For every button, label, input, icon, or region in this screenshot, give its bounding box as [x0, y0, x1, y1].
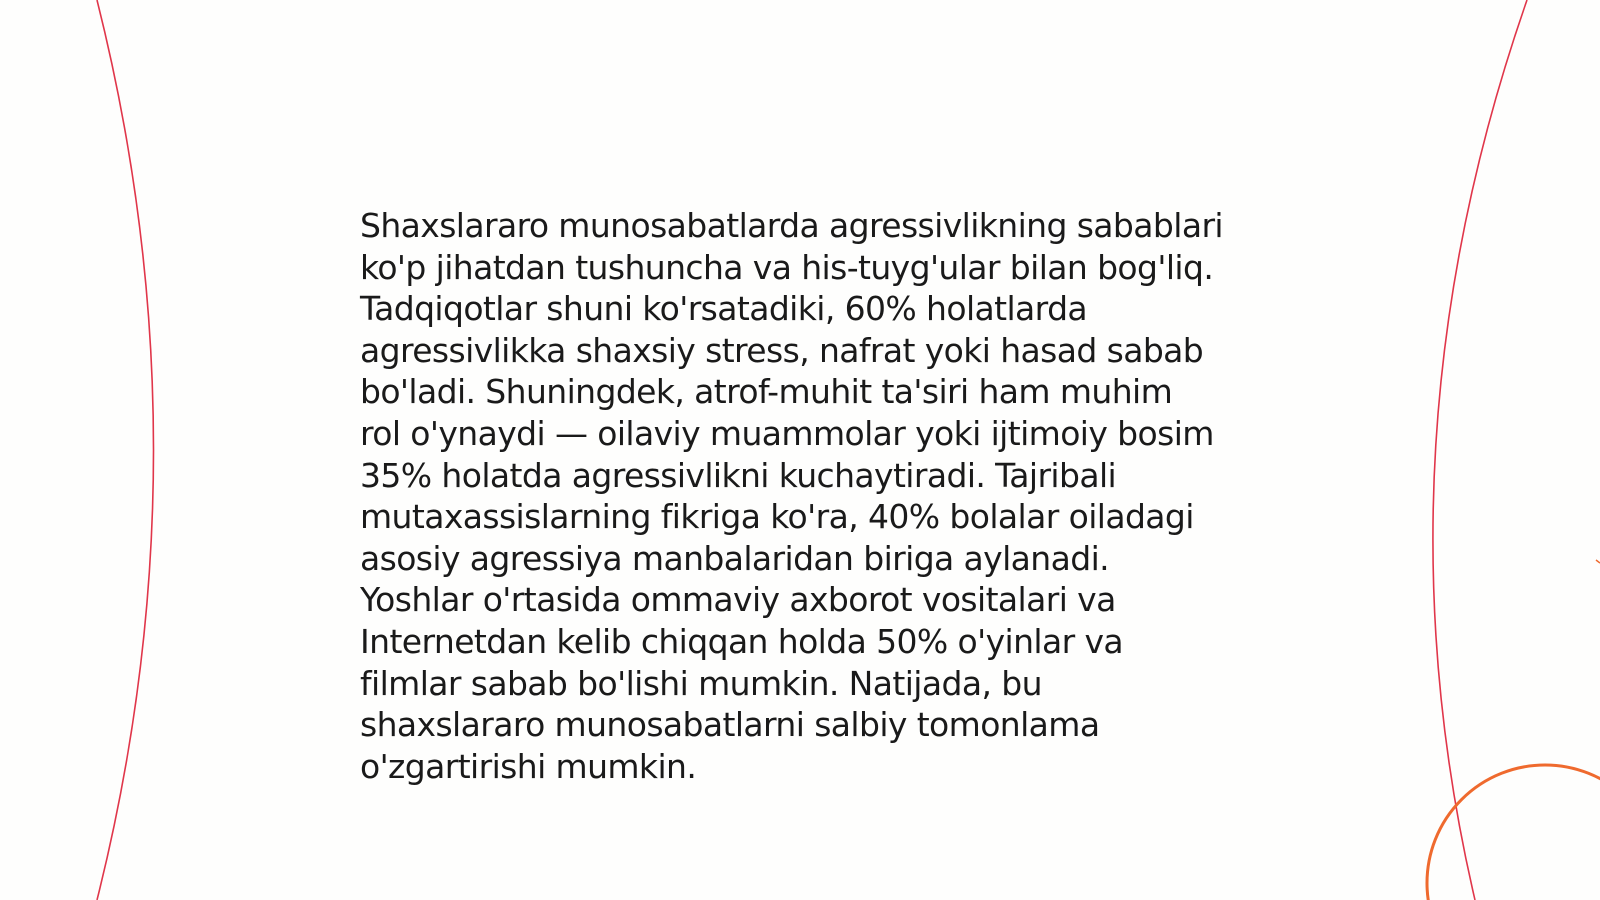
- paragraph-line: bo'ladi. Shuningdek, atrof-muhit ta'siri ham muhim: [360, 372, 1173, 412]
- paragraph-line: agressivlikka shaxsiy stress, nafrat yoki hasad sabab: [360, 330, 1204, 370]
- paragraph-line: rol o'ynaydi — oilaviy muammolar yoki ijtimoiy bosim: [360, 413, 1214, 453]
- body-paragraph: [360, 205, 1260, 787]
- paragraph-line: filmlar sabab bo'lishi mumkin. Natijada, bu: [360, 663, 1042, 703]
- paragraph-line: 35% holatda agressivlikni kuchaytiradi. Tajribali: [360, 455, 1117, 495]
- left-curve-line: [97, 0, 154, 900]
- edge-mark: [1596, 560, 1600, 563]
- paragraph-line: shaxslararo munosabatlarni salbiy tomonlama: [360, 705, 1100, 745]
- paragraph-line: o'zgartirishi mumkin.: [360, 746, 697, 786]
- paragraph-line: mutaxassislarning fikriga ko'ra, 40% bolalar oiladagi: [360, 497, 1194, 537]
- paragraph-line: Tadqiqotlar shuni ko'rsatadiki, 60% holatlarda: [360, 289, 1088, 329]
- paragraph-line: asosiy agressiya manbalaridan biriga aylanadi.: [360, 538, 1110, 578]
- paragraph-line: Internetdan kelib chiqqan holda 50% o'yinlar va: [360, 621, 1124, 661]
- paragraph-line: ko'p jihatdan tushuncha va his-tuyg'ular bilan bog'liq.: [360, 247, 1214, 287]
- paragraph-line: Shaxslararo munosabatlarda agressivlikning sabablari: [360, 206, 1223, 245]
- right-curve-line: [1433, 0, 1527, 900]
- paragraph-line: Yoshlar o'rtasida ommaviy axborot vositalari va: [360, 580, 1116, 620]
